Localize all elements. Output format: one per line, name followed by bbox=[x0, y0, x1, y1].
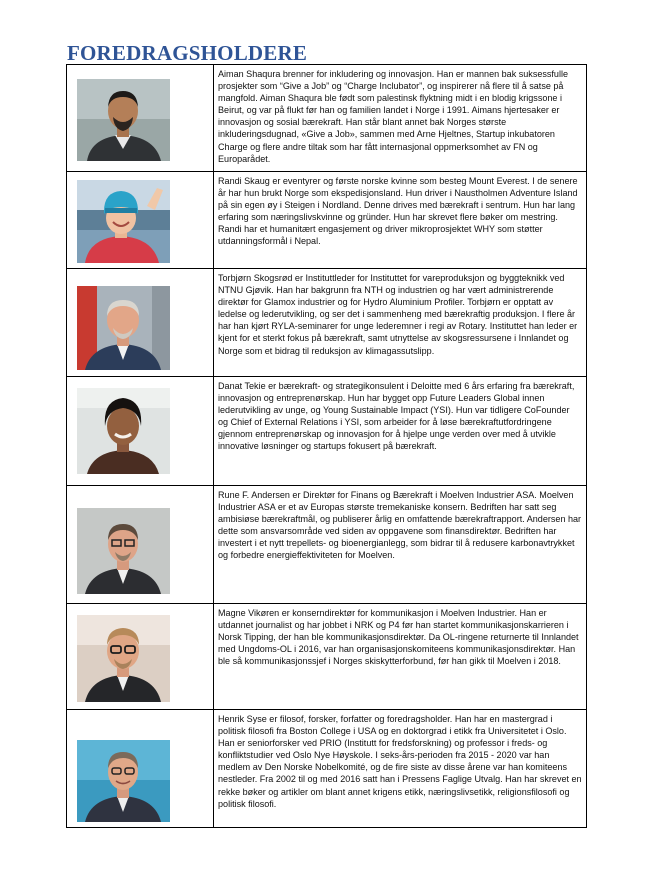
table-row bbox=[67, 710, 587, 828]
photo-cell bbox=[67, 377, 214, 486]
speaker-photo-danat-tekie bbox=[77, 388, 170, 474]
table-row bbox=[67, 377, 587, 486]
photo-cell bbox=[67, 172, 214, 269]
speaker-bio: Torbjørn Skogsrød er Instituttleder for Instituttet for vareproduksjon og byggteknikk ved NTNU Gjøvik. Han har bakgrunn fra NTH og industrien og har vært administrerende direktør for Glamox industrier og for Hydro Aluminium Profiler. Torbjørn er opptatt av ledelse og lederutvikling, og ser det i sammenheng med bærekraftig produksjon. I flere år har han kjørt RYLA-seminarer for unge lederemner i regi av Rotary. Instituttet han leder er kjent for et sterkt fokus på bærekraft, samt utnyttelse av skogsressursene i Innlandet og Norge som et bidrag til reduksjon av klimagassutslipp. bbox=[214, 269, 587, 377]
speaker-photo-magne-vikoren bbox=[77, 615, 170, 702]
speaker-bio: Magne Vikøren er konserndirektør for kommunikasjon i Moelven Industrier. Han er utdannet journalist og har jobbet i NRK og P4 før han startet kommunikasjonskarrieren i Norsk Tipping, der han ble kommunikasjonsdirektør. Da OL-ringene returnerte til Innlandet med Ungdoms-OL i 2016, var han organisasjonskomiteens kommunikasjonsdirektør. Han ble så kommunikasjonssjef i Norges skiskytterforbund, før han gikk til Moelven i 2018. bbox=[214, 604, 587, 710]
photo-cell bbox=[67, 65, 214, 172]
photo-cell bbox=[67, 486, 214, 604]
photo-cell bbox=[67, 710, 214, 828]
speaker-bio: Henrik Syse er filosof, forsker, forfatter og foredragsholder. Han har en mastergrad i politisk filosofi fra Boston College i USA og en doktorgrad i etikk fra Universitetet i Oslo. Han er seniorforsker ved PRIO (Institutt for fredsforskning) og professor i freds- og konfliktstudier ved Oslo Nye Høyskole. I seks-års-perioden fra 2015 - 2020 var han medlem av Den Norske Nobelkomité, og de fire siste av disse årene var han komiteens nestleder. Fra 2002 til og med 2016 satt han i Pressens Faglige Utvalg. Han har skrevet en rekke bøker og artikler om blant annet krigens etikk, næringslivsetikk, religionsfilosofi og politisk filosofi. bbox=[214, 710, 587, 828]
speaker-photo-rune-f-andersen bbox=[77, 508, 170, 594]
table-row bbox=[67, 269, 587, 377]
speaker-photo-randi-skaug bbox=[77, 180, 170, 263]
speaker-bio: Aiman Shaqura brenner for inkludering og innovasjon. Han er mannen bak suksessfulle prosjekter som “Give a Job” og “Charge Inclubator”, og inspirerer nå flere til å satse på mangfold. Aiman Shaqura ble født som palestinsk flyktning midt i en blodig krigssone i Beirut, og var på flukt før han og familien landet i Norge i 1991. Aimans hjertesaker er innovasjon og sosial bærekraft. Han står blant annet bak Norges største inkluderingsdugnad, «Give a Job», sammen med Arne Hjeltnes, Startup inkubatoren Charge og flere andre tiltak som har fått internasjonal oppmerksomhet av FN og Europarådet. bbox=[214, 65, 587, 172]
speaker-bio: Randi Skaug er eventyrer og første norske kvinne som besteg Mount Everest. I de senere år har hun brukt Norge som ekspedisjonsland. Hun driver i Naustholmen Adventure Island på sin egen øy i Steigen i Nordland. Denne drives med bærekraft i sentrum. Hun har lang erfaring som næringslivskvinne og gründer. Hun har skrevet flere bøker om mestring. Randi har et humanitært engasjement og driver mikroprosjektet WHY som støtter utdanningsformål i Nepal. bbox=[214, 172, 587, 269]
speaker-photo-henrik-syse bbox=[77, 740, 170, 822]
speaker-bio: Danat Tekie er bærekraft- og strategikonsulent i Deloitte med 6 års erfaring fra bærekraft, innovasjon og entreprenørskap. Hun har bygget opp Future Leaders Global innen lederutvikling av unge, og Young Sustainable Impact (YSI). Hun var tidligere CoFounder og Chief of External Relations i YSI, som arbeider for å løse bærekraftutfordringene gjennom entreprenørskap og innovasjon for å hjelpe unge verden over med å utvikle innovative løsninger og startups fokusert på bærekraft. bbox=[214, 377, 587, 486]
table-row bbox=[67, 65, 587, 172]
photo-cell bbox=[67, 604, 214, 710]
speaker-photo-aiman-shaqura bbox=[77, 79, 170, 161]
speakers-table bbox=[66, 64, 587, 828]
page-title: FOREDRAGSHOLDERE bbox=[67, 41, 308, 65]
photo-cell bbox=[67, 269, 214, 377]
speaker-photo-torbjorn-skogsrod bbox=[77, 286, 170, 370]
speaker-bio: Rune F. Andersen er Direktør for Finans og Bærekraft i Moelven Industrier ASA. Moelven Industrier ASA er et av Europas største tremekaniske konsern. Bedriften har satt seg ambisiøse bærekraftmål, og publiserer årlig en omfattende bærekraftrapport. Andersen har dette som ansvarsområde ved siden av oppgavene som finansdirektør. Bedriften har investert i et nytt trepellets- og bioenergianlegg, som bidrar til å redusere karbonavtrykket og forbedre energieffektiviteten for Moelven. bbox=[214, 486, 587, 604]
table-row bbox=[67, 604, 587, 710]
table-row bbox=[67, 172, 587, 269]
table-row bbox=[67, 486, 587, 604]
